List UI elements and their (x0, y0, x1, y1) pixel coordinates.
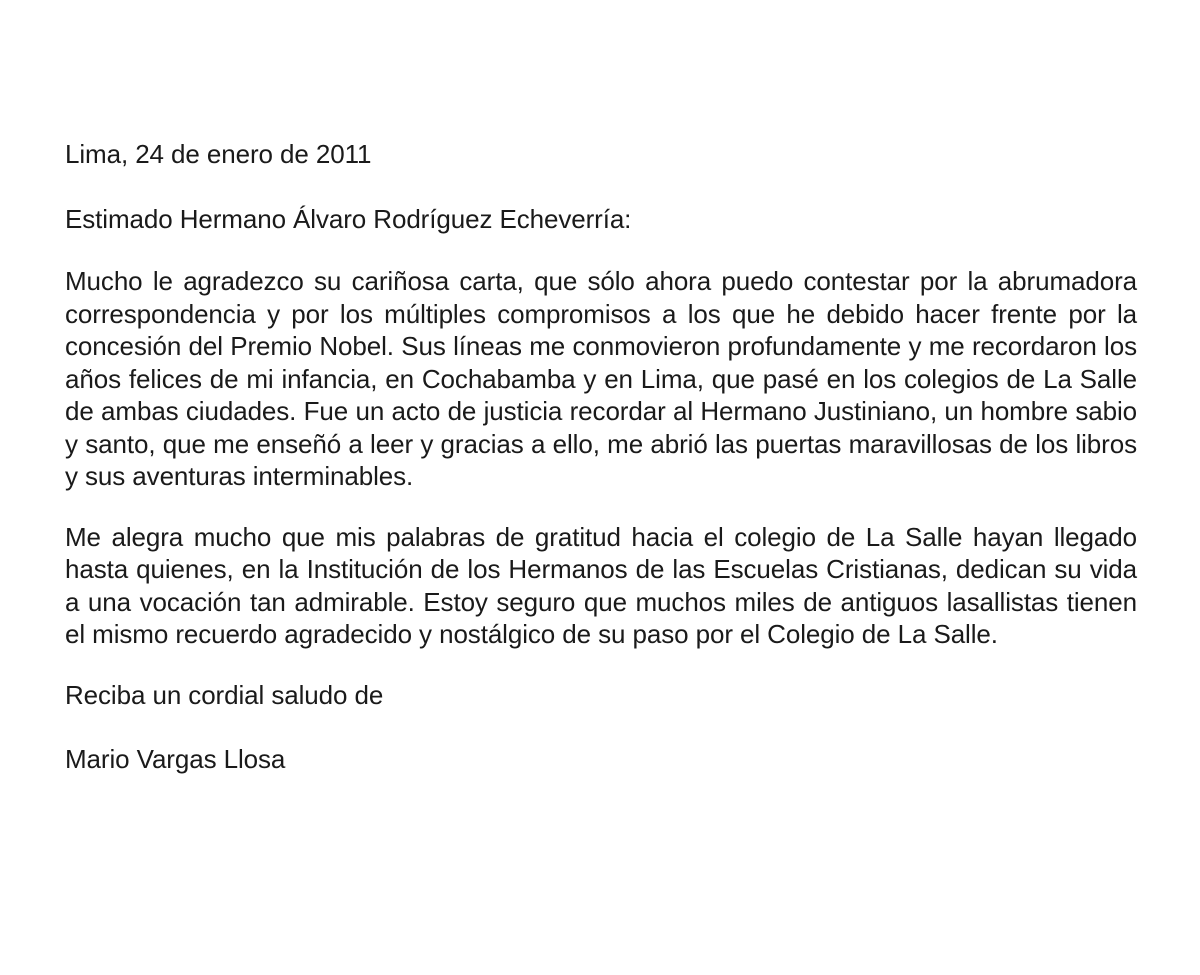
letter-body (65, 138, 1137, 776)
letter-signature: Mario Vargas Llosa (65, 744, 286, 774)
letter-paragraph-1: Mucho le agradezco su cariñosa carta, que sólo ahora puedo contestar por la abrumadora correspondencia y por los múltiples compromisos a los que he debido hacer frente por la concesión del Premio Nobel. Sus líneas me conmovieron profundamente y me recordaron los años felices de mi infancia, en Cochabamba y en Lima, que pasé en los colegios de La Salle de ambas ciudades. Fue un acto de justicia recordar al Hermano Justiniano, un hombre sabio y santo, que me enseñó a leer y gracias a ello, me abrió las puertas maravillosas de los libros y sus aventuras interminables. (65, 266, 1137, 491)
letter-paragraph-2: Me alegra mucho que mis palabras de gratitud hacia el colegio de La Salle hayan llegado hasta quienes, en la Institución de los Hermanos de las Escuelas Cristianas, dedican su vida a una vocación tan admirable. Estoy seguro que muchos miles de antiguos lasallistas tienen el mismo recuerdo agradecido y nostálgico de su paso por el Colegio de La Salle. (65, 521, 1137, 649)
letter-date: Lima, 24 de enero de 2011 (65, 139, 372, 169)
letter-salutation: Estimado Hermano Álvaro Rodríguez Echeverría: (65, 203, 632, 234)
letter-closing: Reciba un cordial saludo de (65, 679, 384, 710)
